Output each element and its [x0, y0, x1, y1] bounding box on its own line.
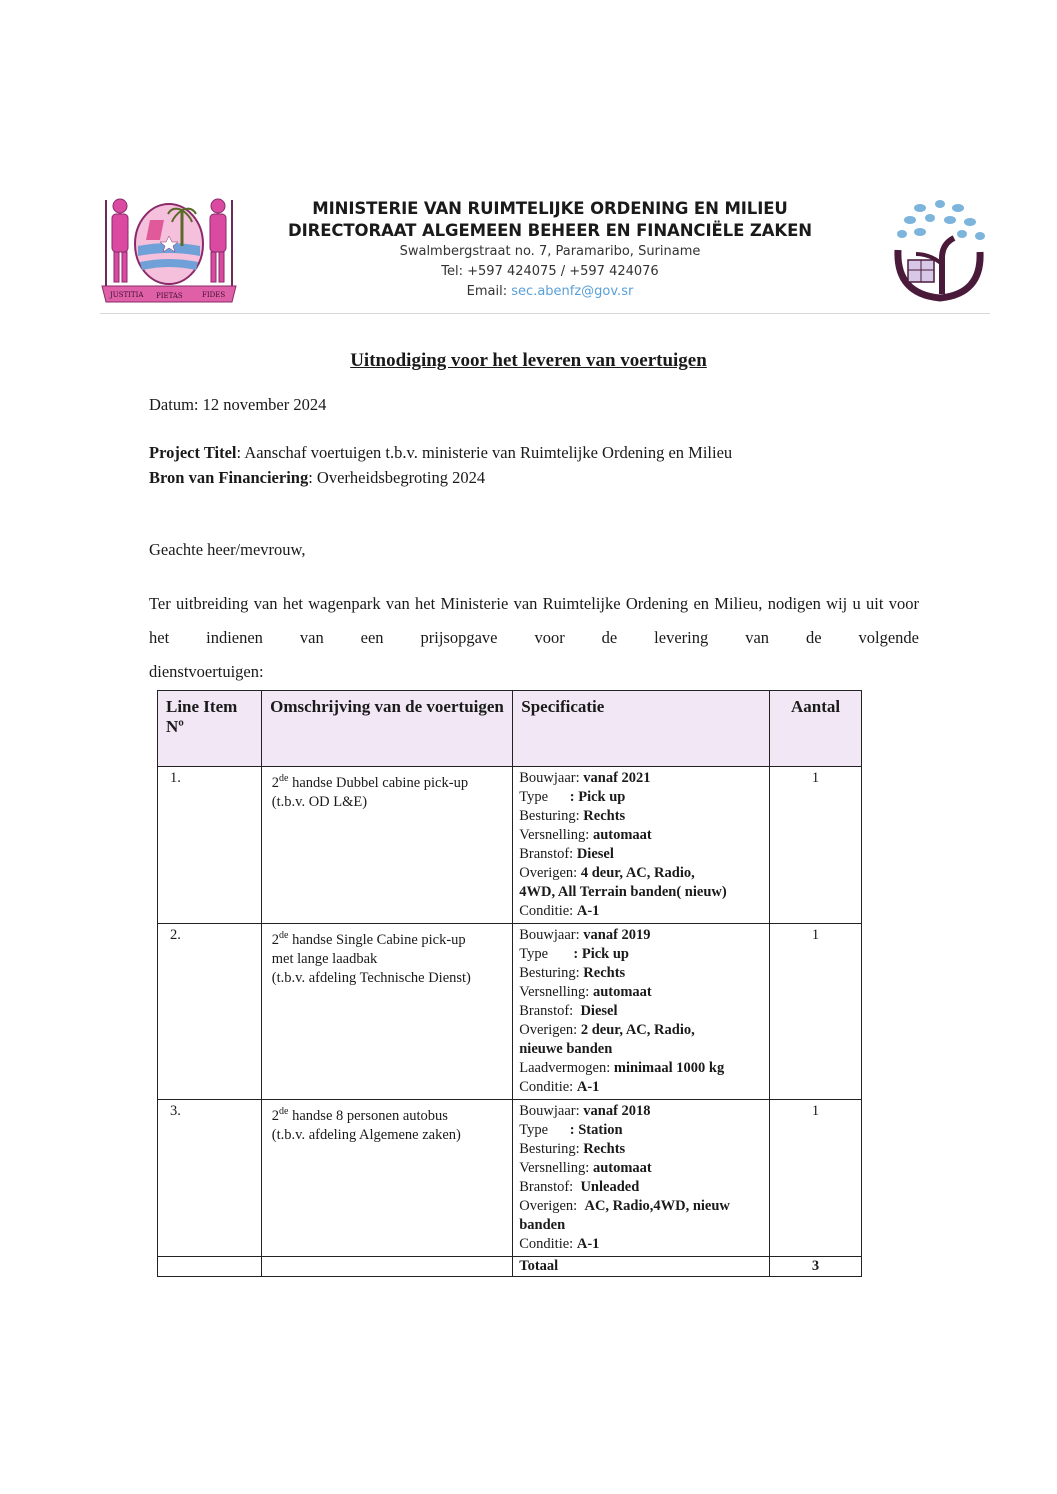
- letterhead: [270, 198, 830, 302]
- spec-line: Conditie: A-1: [519, 903, 600, 919]
- description-line: met lange laadbak: [271, 950, 378, 967]
- spec-line: Conditie: A-1: [519, 1079, 600, 1095]
- spec-line: Type : Station: [519, 1122, 623, 1138]
- svg-text:FIDES: FIDES: [202, 291, 226, 299]
- funding-line: Bron van Financiering: Overheidsbegroting 2024: [149, 468, 486, 487]
- table-header-row: [158, 691, 862, 767]
- vehicle-quantity: 1: [770, 767, 862, 924]
- spec-line: nieuwe banden: [519, 1041, 613, 1057]
- spec-line: Branstof: Unleaded: [519, 1179, 640, 1195]
- spec-line: Bouwjaar: vanaf 2019: [519, 927, 651, 943]
- salutation: Geachte heer/mevrouw,: [149, 540, 306, 559]
- table-row: [158, 767, 862, 924]
- spec-line: Overigen: 2 deur, AC, Radio,: [519, 1022, 695, 1038]
- tree-logo-emblem: [890, 198, 988, 304]
- spec-line: Branstof: Diesel: [519, 846, 614, 862]
- phone: Tel: +597 424075 / +597 424076: [441, 264, 659, 279]
- spec-line: Laadvermogen: minimaal 1000 kg: [519, 1060, 725, 1076]
- table-row: [158, 1100, 862, 1257]
- spec-line: Branstof: Diesel: [519, 1003, 618, 1019]
- email-link[interactable]: sec.abenfz@gov.sr: [511, 284, 634, 299]
- total-row: [158, 1257, 862, 1277]
- intro-paragraph: Ter uitbreiding van het wagenpark van het Ministerie van Ruimtelijke Ordening en Milieu, nodigen wij u uit voor het indienen van een prijsopgave voor de levering van de volgende dienstvoertuigen:: [149, 594, 919, 681]
- spec-line: Overigen: AC, Radio,4WD, nieuw: [519, 1198, 730, 1214]
- vehicle-specification: [513, 1100, 770, 1257]
- email-line: Email: sec.abenfz@gov.sr: [466, 284, 634, 299]
- line-item-number: 3.: [158, 1100, 262, 1257]
- vehicle-quantity: 1: [770, 1100, 862, 1257]
- spec-line: Besturing: Rechts: [519, 1141, 626, 1157]
- coat-of-arms-emblem: [98, 190, 240, 306]
- description-line: 2de handse 8 personen autobus: [271, 1106, 448, 1124]
- header-specification: Specificatie: [513, 691, 770, 767]
- description-line: 2de handse Dubbel cabine pick-up: [271, 773, 469, 791]
- spec-line: Bouwjaar: vanaf 2018: [519, 1103, 651, 1119]
- header-divider: [100, 313, 990, 314]
- ministry-name: MINISTERIE VAN RUIMTELIJKE ORDENING EN MILIEU: [312, 199, 788, 218]
- address: Swalmbergstraat no. 7, Paramaribo, Suriname: [399, 244, 701, 259]
- document-title: Uitnodiging voor het leveren van voertuigen: [350, 350, 707, 371]
- line-item-number: 2.: [158, 924, 262, 1100]
- spec-line: Bouwjaar: vanaf 2021: [519, 770, 651, 786]
- line-item-number: 1.: [158, 767, 262, 924]
- svg-text:PIETAS: PIETAS: [156, 292, 183, 300]
- table-row: [158, 924, 862, 1100]
- spec-line: 4WD, All Terrain banden( nieuw): [519, 884, 727, 900]
- spec-line: Besturing: Rechts: [519, 965, 626, 981]
- spec-line: Versnelling: automaat: [519, 984, 652, 1000]
- vehicle-table: [157, 690, 862, 1277]
- spec-line: Type : Pick up: [519, 789, 626, 805]
- description-line: (t.b.v. afdeling Algemene zaken): [271, 1126, 461, 1143]
- vehicle-description: [261, 767, 512, 924]
- spec-line: banden: [519, 1217, 566, 1233]
- description-line: 2de handse Single Cabine pick-up: [271, 930, 466, 948]
- vehicle-specification: [513, 924, 770, 1100]
- emblem-banner-text: JUSTITIA: [110, 291, 144, 299]
- spec-line: Overigen: 4 deur, AC, Radio,: [519, 865, 695, 881]
- description-line: (t.b.v. afdeling Technische Dienst): [271, 969, 471, 986]
- total-empty-cell: [261, 1257, 512, 1277]
- spec-line: Versnelling: automaat: [519, 827, 652, 843]
- total-label: Totaal: [513, 1257, 770, 1277]
- header-description: Omschrijving van de voertuigen: [261, 691, 512, 767]
- spec-line: Versnelling: automaat: [519, 1160, 652, 1176]
- spec-line: Besturing: Rechts: [519, 808, 626, 824]
- total-empty-cell: [158, 1257, 262, 1277]
- project-title-line: Project Titel: Aanschaf voertuigen t.b.v. ministerie van Ruimtelijke Ordening en Milieu: [149, 443, 733, 462]
- date-line: Datum: 12 november 2024: [149, 395, 327, 414]
- vehicle-description: [261, 924, 512, 1100]
- spec-line: Type : Pick up: [519, 946, 629, 962]
- directorate-name: DIRECTORAAT ALGEMEEN BEHEER EN FINANCIËLE ZAKEN: [287, 221, 812, 240]
- total-quantity: 3: [770, 1257, 862, 1277]
- header-line-item: Line Item Nº: [158, 691, 262, 767]
- vehicle-quantity: 1: [770, 924, 862, 1100]
- header-quantity: Aantal: [770, 691, 862, 767]
- description-line: (t.b.v. OD L&E): [271, 793, 368, 810]
- vehicle-specification: [513, 767, 770, 924]
- spec-line: Conditie: A-1: [519, 1236, 600, 1252]
- vehicle-description: [261, 1100, 512, 1257]
